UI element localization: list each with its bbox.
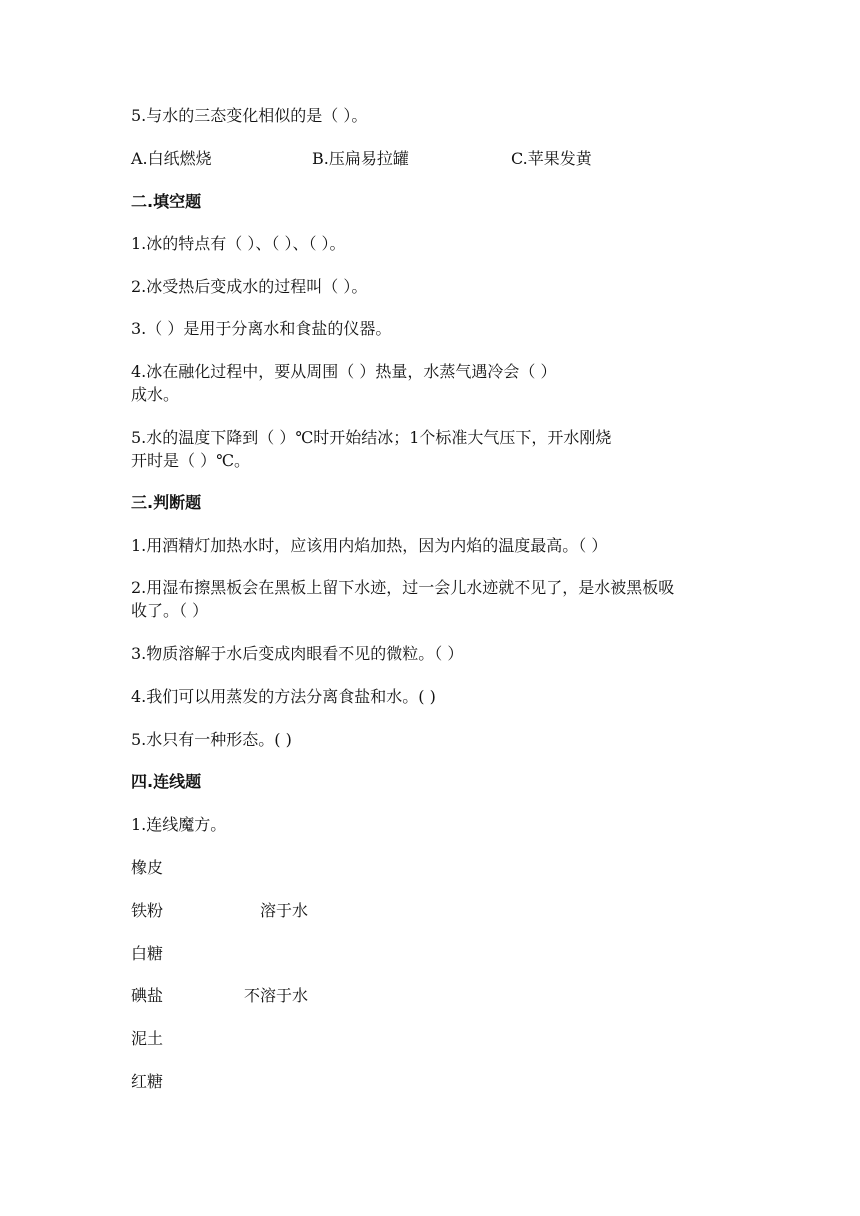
matching-left-item: 白糖 bbox=[131, 944, 164, 963]
matching-left-item: 铁粉 bbox=[131, 901, 164, 920]
matching-left-item: 红糖 bbox=[131, 1072, 164, 1091]
fill-question-1: 1.冰的特点有（ ）、（ ）、（ ）。 bbox=[131, 234, 346, 253]
matching-right-item-soluble: 溶于水 bbox=[260, 901, 309, 920]
option-c: C.苹果发黄 bbox=[511, 149, 592, 168]
judge-question-3: 3.物质溶解于水后变成肉眼看不见的微粒。（ ） bbox=[131, 644, 464, 663]
fill-question-4-line-1: 4.冰在融化过程中，要从周围（ ）热量，水蒸气遇冷会（ ） bbox=[131, 362, 557, 381]
judge-question-2-line-1: 2.用湿布擦黑板会在黑板上留下水迹，过一会儿水迹就不见了，是水被黑板吸 bbox=[131, 578, 675, 597]
matching-left-item: 橡皮 bbox=[131, 858, 164, 877]
option-a: A.白纸燃烧 bbox=[131, 149, 212, 168]
judge-question-4: 4.我们可以用蒸发的方法分离食盐和水。( ) bbox=[131, 687, 436, 706]
judge-question-5: 5.水只有一种形态。( ) bbox=[131, 730, 292, 749]
matching-right-item-insoluble: 不溶于水 bbox=[244, 986, 309, 1005]
option-b: B.压扁易拉罐 bbox=[312, 149, 409, 168]
matching-question-1: 1.连线魔方。 bbox=[131, 815, 227, 834]
section-title-matching: 四.连线题 bbox=[131, 772, 202, 791]
fill-question-2: 2.冰受热后变成水的过程叫（ ）。 bbox=[131, 277, 368, 296]
question-5-stem: 5.与水的三态变化相似的是（ ）。 bbox=[131, 106, 368, 125]
fill-question-4-line-2: 成水。 bbox=[131, 385, 180, 404]
fill-question-5-line-1: 5.水的温度下降到（ ）℃时开始结冰；1个标准大气压下，开水刚烧 bbox=[131, 428, 612, 447]
fill-question-3: 3.（ ）是用于分离水和食盐的仪器。 bbox=[131, 319, 392, 338]
section-title-true-false: 三.判断题 bbox=[131, 493, 202, 512]
judge-question-2-line-2: 收了。（ ） bbox=[131, 601, 209, 620]
fill-question-5-line-2: 开时是（ ）℃。 bbox=[131, 451, 250, 470]
matching-left-item: 泥土 bbox=[131, 1029, 164, 1048]
judge-question-1: 1.用酒精灯加热水时，应该用内焰加热，因为内焰的温度最高。（ ） bbox=[131, 536, 608, 555]
matching-left-item: 碘盐 bbox=[131, 986, 164, 1005]
section-title-fill-blank: 二.填空题 bbox=[131, 192, 202, 211]
